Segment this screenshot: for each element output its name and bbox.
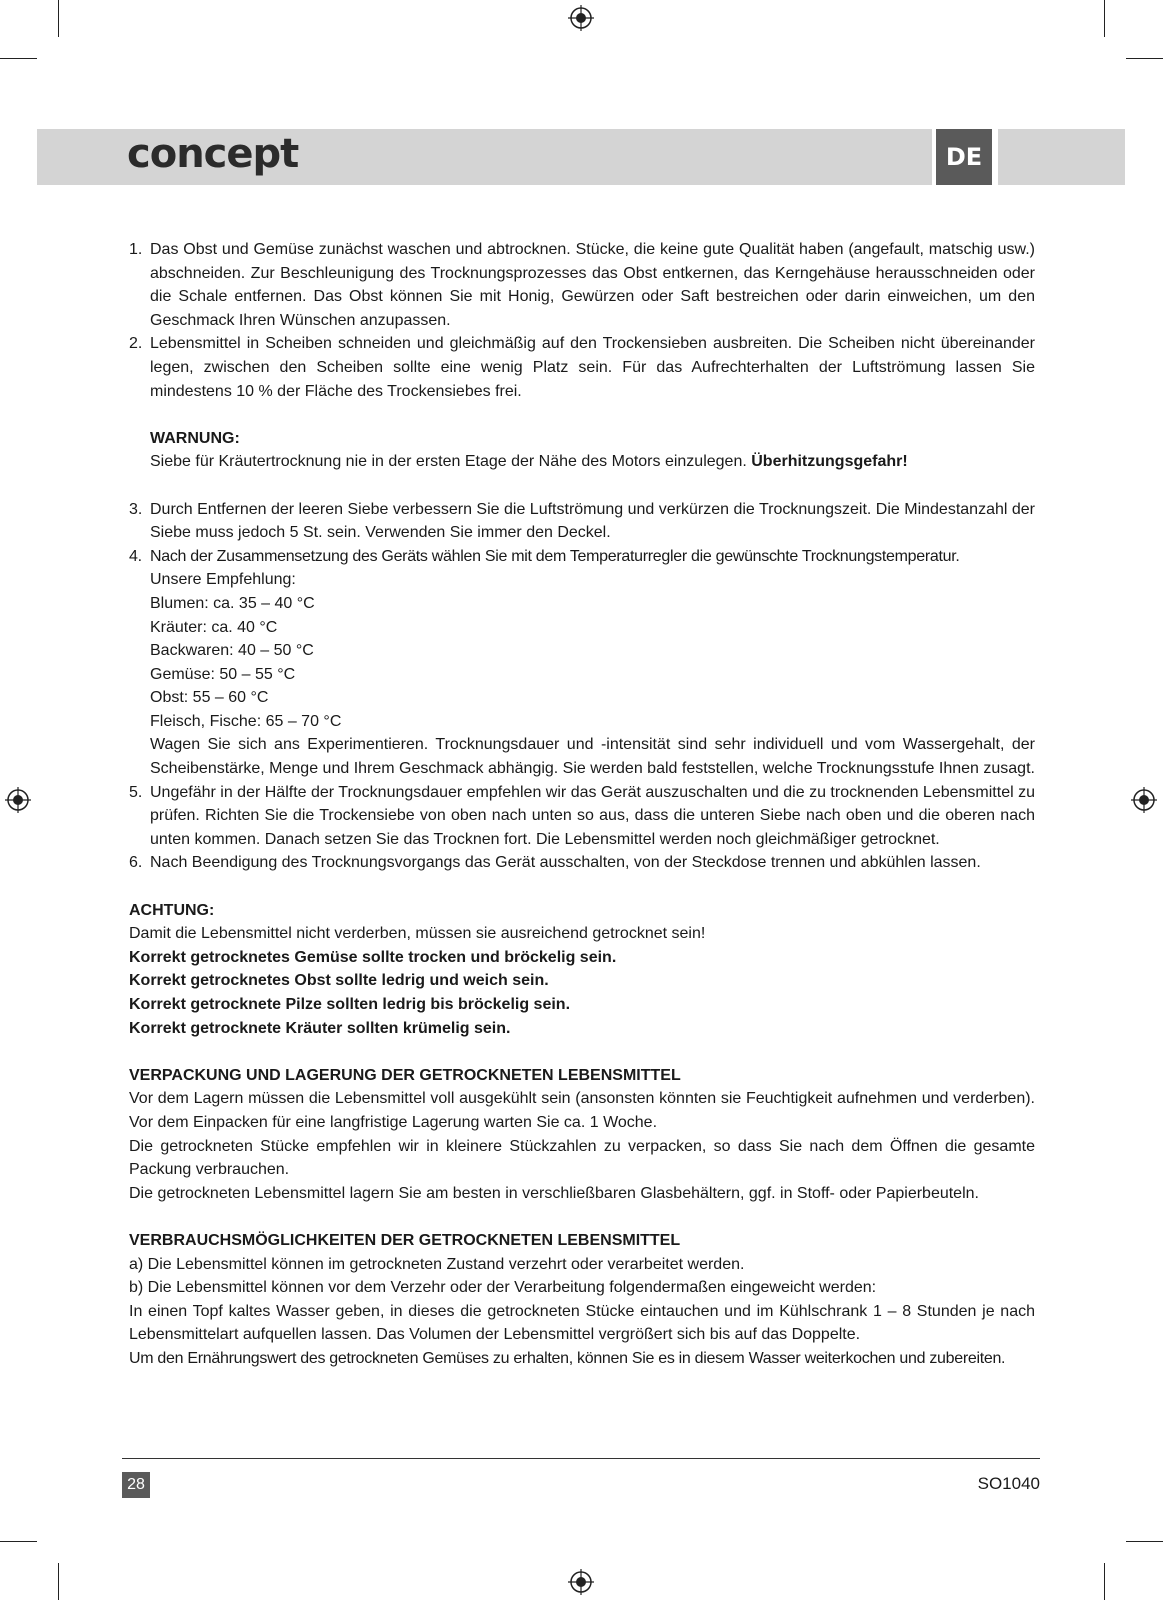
brand-logo: concept [127,131,299,177]
list-item: 1. Das Obst und Gemüse zunächst waschen und abtrocknen. Stücke, die keine gute Qualität haben (angefault, matschig usw.) abschneiden. Zur Beschleunigung des Trocknungsprozesses das Obst entkernen, das Kerngehäuse herausschneiden oder die Schale entfernen. Das Obst können Sie mit Honig, Gewürzen oder Saft bestreichen oder darin einweichen, um den Geschmack Ihren Wünschen anzupassen. [129,241,1035,329]
recommendation-title: Unsere Empfehlung: [150,571,296,589]
footer-divider [122,1458,1040,1459]
crop-mark [1126,58,1163,59]
warning-text: Siebe für Kräutertrocknung nie in der ersten Etage der Nähe des Motors einzulegen. Überhitzungsgefahr! [150,453,908,471]
paragraph: In einen Topf kaltes Wasser geben, in dieses die getrockneten Stücke eintauchen und im Kühlschrank 1 – 8 Stunden je nach Lebensmittelart aufquellen lassen. Das Volumen der Lebensmittel vergrößert sich bis auf das Doppelte. [129,1302,1035,1344]
crop-mark [58,0,59,37]
caution-line: Korrekt getrocknete Pilze sollten ledrig bis bröckelig sein. [129,996,571,1013]
section-heading: VERPACKUNG UND LAGERUNG DER GETROCKNETEN LEBENSMITTEL [129,1066,681,1084]
registration-mark-icon [5,787,31,813]
temperature-item: Backwaren: 40 – 50 °C [150,642,314,660]
crop-mark [58,1563,59,1600]
temperature-item: Gemüse: 50 – 55 °C [150,665,296,683]
registration-mark-icon [568,5,594,31]
paragraph: Um den Ernährungswert des getrockneten Gemüses zu erhalten, können Sie es in diesem Wasser weiterkochen und zubereiten. [129,1349,1006,1367]
temperature-item: Fleisch, Fische: 65 – 70 °C [150,712,342,730]
crop-mark [1104,1563,1105,1600]
list-item: 3. Durch Entfernen der leeren Siebe verbessern Sie die Luftströmung und verkürzen die Trocknungszeit. Die Mindestanzahl der Siebe muss jedoch 5 St. sein. Verwenden Sie immer den Deckel. [129,500,1035,542]
list-item: 5. Ungefähr in der Hälfte der Trocknungsdauer empfehlen wir das Gerät auszuschalten und die zu trocknenden Lebensmittel zu prüfen. Richten Sie die Trockensiebe von oben nach unten so aus, dass die unteren Siebe nach oben und die oberen nach unten kommen. Danach setzen Sie das Trocknen fort. Die Lebensmittel werden noch gleichmäßiger getrocknet. [129,783,1035,848]
paragraph: b) Die Lebensmittel können vor dem Verzehr oder der Verarbeitung folgendermaßen eingeweicht werden: [129,1279,877,1297]
caution-line: Korrekt getrocknetes Gemüse sollte trocken und bröckelig sein. [129,948,617,966]
temperature-item: Obst: 55 – 60 °C [150,689,269,707]
caution-line: Korrekt getrocknetes Obst sollte ledrig und weich sein. [129,972,549,990]
caution-line: Korrekt getrocknete Kräuter sollten krümelig sein. [129,1019,511,1037]
temperature-item: Kräuter: ca. 40 °C [150,618,278,636]
paragraph: a) Die Lebensmittel können im getrockneten Zustand verzehrt oder verarbeitet werden. [129,1255,745,1273]
caution-title: ACHTUNG: [129,901,215,919]
paragraph: Die getrockneten Lebensmittel lagern Sie am besten in verschließbaren Glasbehältern, ggf. in Stoff- oder Papierbeuteln. [129,1184,979,1202]
crop-mark [1126,1541,1163,1542]
page-number: 28 [122,1472,150,1498]
temperature-item: Blumen: ca. 35 – 40 °C [150,594,315,612]
warning-title: WARNUNG: [150,429,240,447]
language-badge: DE [936,129,992,185]
caution-text: Damit die Lebensmittel nicht verderben, müssen sie ausreichend getrocknet sein! [129,925,706,943]
list-item: 2. Lebensmittel in Scheiben schneiden und gleichmäßig auf den Trockensieben ausbreiten. Die Scheiben nicht übereinander legen, zwischen den Scheiben sollte eine wenig Platz sein. Für das Aufrechterhalten der Luftströmung lassen Sie mindestens 10 % der Fläche des Trockensiebes frei. [129,335,1035,400]
crop-mark [0,58,37,59]
registration-mark-icon [568,1569,594,1595]
registration-mark-icon [1131,787,1157,813]
list-item: 6. Nach Beendigung des Trocknungsvorgangs das Gerät ausschalten, von der Steckdose trennen und abkühlen lassen. [129,854,981,872]
page-content [129,238,1035,1371]
paragraph: Vor dem Lagern müssen die Lebensmittel voll ausgekühlt sein (ansonsten könnten sie Feuchtigkeit aufnehmen und verderben). Vor dem Einpacken für eine langfristige Lagerung warten Sie ca. 1 Woche. [129,1090,1035,1131]
paragraph: Die getrockneten Stücke empfehlen wir in kleinere Stückzahlen zu verpacken, so dass Sie nach dem Öffnen die gesamte Packung verbrauchen. [129,1137,1035,1179]
header-bar-right [998,129,1125,185]
crop-mark [0,1541,37,1542]
section-heading: VERBRAUCHSMÖGLICHKEITEN DER GETROCKNETEN LEBENSMITTEL [129,1231,681,1249]
crop-mark [1104,0,1105,37]
list-item: 4. Nach der Zusammensetzung des Geräts wählen Sie mit dem Temperaturregler die gewünschte Trocknungstemperatur. [129,547,960,565]
model-number: SO1040 [977,1474,1040,1493]
experiment-text: Wagen Sie sich ans Experimentieren. Trocknungsdauer und -intensität sind sehr individuell und vom Wassergehalt, der Scheibenstärke, Menge und Ihrem Geschmack abhängig. Sie werden bald feststellen, welche Trocknungsstufe Ihnen zusagt. [150,736,1035,778]
